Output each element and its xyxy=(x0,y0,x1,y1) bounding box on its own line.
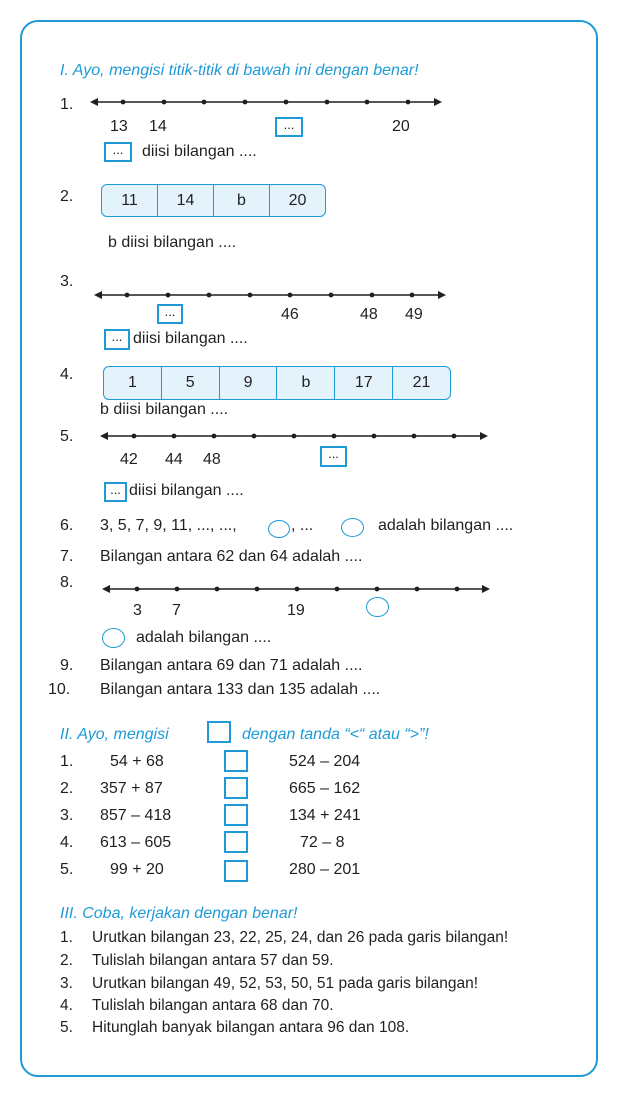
q2-cell: b xyxy=(213,185,269,216)
q10-text: Bilangan antara 133 dan 135 adalah .... xyxy=(100,681,381,698)
cmp-number: 3. xyxy=(60,807,74,824)
essay-number: 5. xyxy=(60,1019,73,1036)
q9-text: Bilangan antara 69 dan 71 adalah .... xyxy=(100,657,363,674)
essay-text: Tulislah bilangan antara 68 dan 70. xyxy=(92,997,334,1014)
q8-text: adalah bilangan .... xyxy=(136,629,272,646)
cmp-right: 665 – 162 xyxy=(289,780,361,797)
q7-text: Bilangan antara 62 dan 64 adalah .... xyxy=(100,548,363,565)
cmp-answer-box[interactable] xyxy=(224,750,248,772)
section3-title: III. Coba, kerjakan dengan benar! xyxy=(60,905,298,922)
section2-title-b: dengan tanda “<“ atau “>”! xyxy=(242,726,429,743)
q3-number-line xyxy=(94,288,454,302)
cmp-right: 134 + 241 xyxy=(289,807,361,824)
q3-answer-box[interactable]: ... xyxy=(104,329,130,350)
q4-cell: 17 xyxy=(334,367,392,399)
q2-number: 2. xyxy=(60,188,74,205)
q4-sequence-table xyxy=(103,366,451,400)
q4-cell: 5 xyxy=(161,367,219,399)
q6-blank-circle-1[interactable] xyxy=(268,520,290,538)
q1-text: diisi bilangan .... xyxy=(142,143,257,160)
q6-number: 6. xyxy=(60,517,74,534)
q2-cell: 20 xyxy=(269,185,325,216)
q3-label-46: 46 xyxy=(281,306,299,323)
q6-text-c: adalah bilangan .... xyxy=(378,517,514,534)
cmp-left: 99 + 20 xyxy=(110,861,164,878)
q1-blank-box[interactable]: ... xyxy=(275,117,303,137)
cmp-left: 857 – 418 xyxy=(100,807,172,824)
q2-sequence-table xyxy=(101,184,326,217)
section2-title-a: II. Ayo, mengisi xyxy=(60,726,169,743)
q4-text: b diisi bilangan .... xyxy=(100,401,229,418)
q3-number: 3. xyxy=(60,273,74,290)
q5-text: diisi bilangan .... xyxy=(129,482,244,499)
q5-blank-box[interactable]: ... xyxy=(320,446,347,467)
essay-number: 3. xyxy=(60,975,73,992)
essay-number: 1. xyxy=(60,929,73,946)
q5-number-line xyxy=(100,429,495,443)
cmp-number: 2. xyxy=(60,780,74,797)
q1-answer-box[interactable]: ... xyxy=(104,142,132,162)
q5-number: 5. xyxy=(60,428,74,445)
section1-title: I. Ayo, mengisi titik-titik di bawah ini dengan benar! xyxy=(60,62,419,79)
q4-cell: 21 xyxy=(392,367,450,399)
cmp-answer-box[interactable] xyxy=(224,831,248,853)
q5-label-42: 42 xyxy=(120,451,138,468)
q3-label-49: 49 xyxy=(405,306,423,323)
q2-text: b diisi bilangan .... xyxy=(108,234,237,251)
q6-blank-circle-2[interactable] xyxy=(341,518,364,537)
essay-text: Urutkan bilangan 49, 52, 53, 50, 51 pada garis bilangan! xyxy=(92,975,479,992)
cmp-right: 280 – 201 xyxy=(289,861,361,878)
q6-text-a: 3, 5, 7, 9, 11, ..., ..., xyxy=(100,517,237,534)
q8-label-7: 7 xyxy=(172,602,181,619)
q6-text-b: , ... xyxy=(291,517,314,534)
cmp-number: 5. xyxy=(60,861,74,878)
cmp-number: 1. xyxy=(60,753,74,770)
q10-number: 10. xyxy=(48,681,71,698)
q3-label-48: 48 xyxy=(360,306,378,323)
cmp-answer-box[interactable] xyxy=(224,777,248,799)
cmp-left: 54 + 68 xyxy=(110,753,164,770)
cmp-left: 357 + 87 xyxy=(100,780,163,797)
essay-number: 2. xyxy=(60,952,73,969)
essay-text: Hitunglah banyak bilangan antara 96 dan 108. xyxy=(92,1019,410,1036)
q1-number-line xyxy=(90,95,450,109)
cmp-number: 4. xyxy=(60,834,74,851)
q1-label-14: 14 xyxy=(149,118,167,135)
q4-cell: 9 xyxy=(219,367,277,399)
q8-answer-circle[interactable] xyxy=(102,628,125,648)
essay-number: 4. xyxy=(60,997,73,1014)
q4-cell: b xyxy=(276,367,334,399)
q3-blank-box[interactable]: ... xyxy=(157,304,183,324)
essay-text: Urutkan bilangan 23, 22, 25, 24, dan 26 pada garis bilangan! xyxy=(92,929,509,946)
q3-text: diisi bilangan .... xyxy=(133,330,248,347)
q4-number: 4. xyxy=(60,366,74,383)
q9-number: 9. xyxy=(60,657,74,674)
cmp-answer-box[interactable] xyxy=(224,804,248,826)
q5-answer-box[interactable]: ... xyxy=(104,482,127,502)
q5-label-44: 44 xyxy=(165,451,183,468)
q8-number-line xyxy=(102,582,497,596)
essay-text: Tulislah bilangan antara 57 dan 59. xyxy=(92,952,334,969)
q8-number: 8. xyxy=(60,574,74,591)
q4-cell: 1 xyxy=(127,374,137,391)
q7-number: 7. xyxy=(60,548,74,565)
q2-cell: 11 xyxy=(121,191,138,209)
cmp-left: 613 – 605 xyxy=(100,834,172,851)
q8-label-19: 19 xyxy=(287,602,305,619)
q1-label-13: 13 xyxy=(110,118,128,135)
cmp-right: 72 – 8 xyxy=(300,834,345,851)
q1-label-20: 20 xyxy=(392,118,410,135)
cmp-right: 524 – 204 xyxy=(289,753,361,770)
cmp-answer-box[interactable] xyxy=(224,860,248,882)
q1-number: 1. xyxy=(60,96,74,113)
q8-blank-circle[interactable] xyxy=(366,597,389,617)
section2-title-square-icon xyxy=(207,721,231,743)
q5-label-48: 48 xyxy=(203,451,221,468)
q2-cell: 14 xyxy=(157,185,213,216)
q8-label-3: 3 xyxy=(133,602,142,619)
